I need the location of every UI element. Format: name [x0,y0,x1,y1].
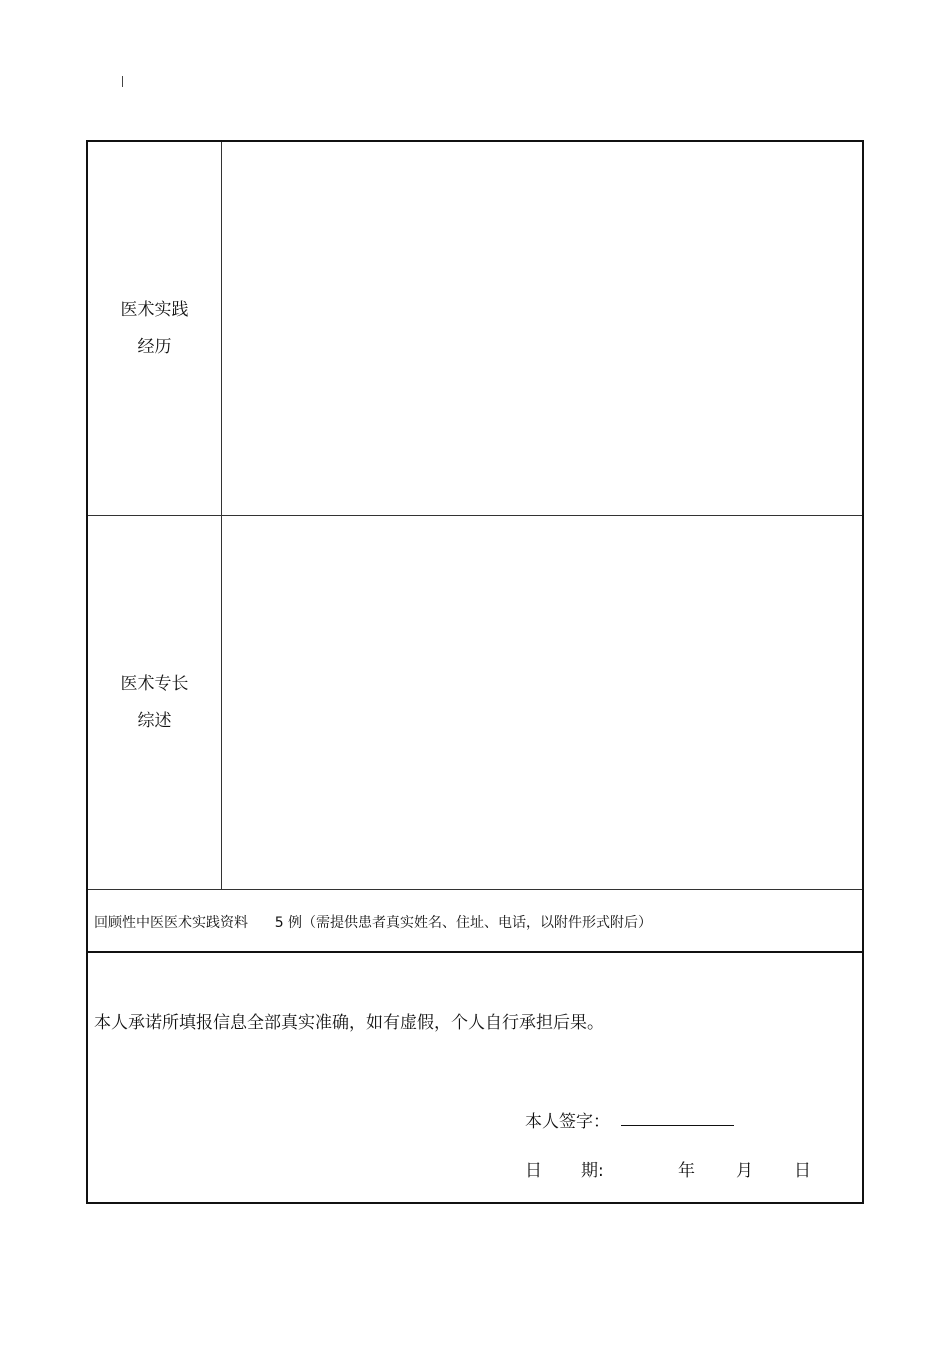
pledge-statement: 本人承诺所填报信息全部真实准确，如有虚假，个人自行承担后果。 [94,1013,604,1033]
signature-line[interactable] [621,1125,734,1126]
practice-experience-label-line2: 经历 [137,336,172,357]
specialty-summary-row [88,516,862,890]
practice-experience-label [88,142,222,515]
date-label-second-char: 期: [581,1161,604,1181]
retrospective-cases-text: 回顾性中医医术实践资料 5 例（需提供患者真实姓名、住址、电话，以附件形式附后） [94,915,653,931]
retrospective-cases-row [88,890,862,953]
date-year-label: 年 [678,1161,695,1181]
practice-experience-field[interactable] [222,142,862,515]
specialty-summary-label-line1: 医术专长 [120,673,189,694]
application-form-table [86,140,864,1204]
date-day-label: 日 [794,1161,811,1181]
specialty-summary-field[interactable] [222,516,862,889]
practice-experience-row [88,142,862,516]
date-month-label: 月 [736,1161,753,1181]
corner-mark [122,76,123,87]
date-label-first-char: 日 [525,1161,542,1181]
practice-experience-label-line1: 医术实践 [120,299,189,320]
signature-label: 本人签字： [525,1112,610,1132]
pledge-row [88,953,862,1204]
specialty-summary-label-line2: 综述 [137,710,172,731]
specialty-summary-label [88,516,222,889]
